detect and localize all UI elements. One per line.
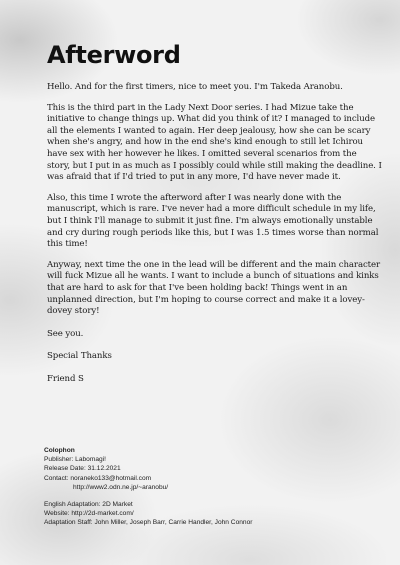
colophon-website: Website: http://2d-market.com/ [44, 510, 134, 518]
paragraph-schedule: Also, this time I wrote the afterword after I was nearly done with the manuscript, which is rare. I've never had a more difficult schedule in my life, but I think I'll manage to submit it just fine. I'm always emotionally unstable and cry during rough periods like this, but I was 1.5 times worse than normal this time! [47, 192, 379, 250]
paragraph-see-you: See you. [47, 328, 84, 339]
colophon-adaptation-staff: Adaptation Staff: John Miller, Joseph Barr, Carrie Handler, John Connor [44, 519, 253, 527]
colophon-contact-url: http://www2.odn.ne.jp/~aranobu/ [73, 483, 169, 491]
colophon-heading: Colophon [44, 447, 75, 454]
paragraph-story: This is the third part in the Lady Next Door series. I had Mizue take the initiative to change things up. What did you think of it? I managed to include all the elements I wanted to again. Her deep jealousy, how she can be scary when she's angry, and how in the end she's kind enough to still let Ichirou have sex with her however he likes. I omitted several scenarios from the story, but I put in as much as I possibly could while still making the deadline. I was afraid that if I'd tried to put in any more, I'd have never made it. [47, 102, 382, 183]
colophon-release-date: Release Date: 31.12.2021 [44, 465, 121, 473]
thanks-name: Friend S [47, 373, 84, 384]
special-thanks-label: Special Thanks [47, 351, 112, 362]
afterword-page [47, 40, 382, 394]
paragraph-greeting: Hello. And for the first timers, nice to meet you. I'm Takeda Aranobu. [47, 82, 343, 92]
colophon-block [44, 446, 364, 528]
page-title: Afterword [47, 41, 181, 69]
colophon-contact-email: Contact: noraneko133@hotmail.com [44, 474, 152, 482]
paragraph-next-time: Anyway, next time the one in the lead will be different and the main character will fuck Mizue all he wants. I want to include a bunch of situations and kinks that are hard to ask for that I've been holding back! Things went in an unplanned direction, but I'm hoping to course correct and make it a lovey-dovey story! [47, 259, 381, 317]
colophon-publisher: Publisher: Labomagi! [44, 456, 106, 464]
colophon-spacer [44, 492, 364, 500]
colophon-english-adaptation: English Adaptation: 2D Market [44, 501, 133, 509]
